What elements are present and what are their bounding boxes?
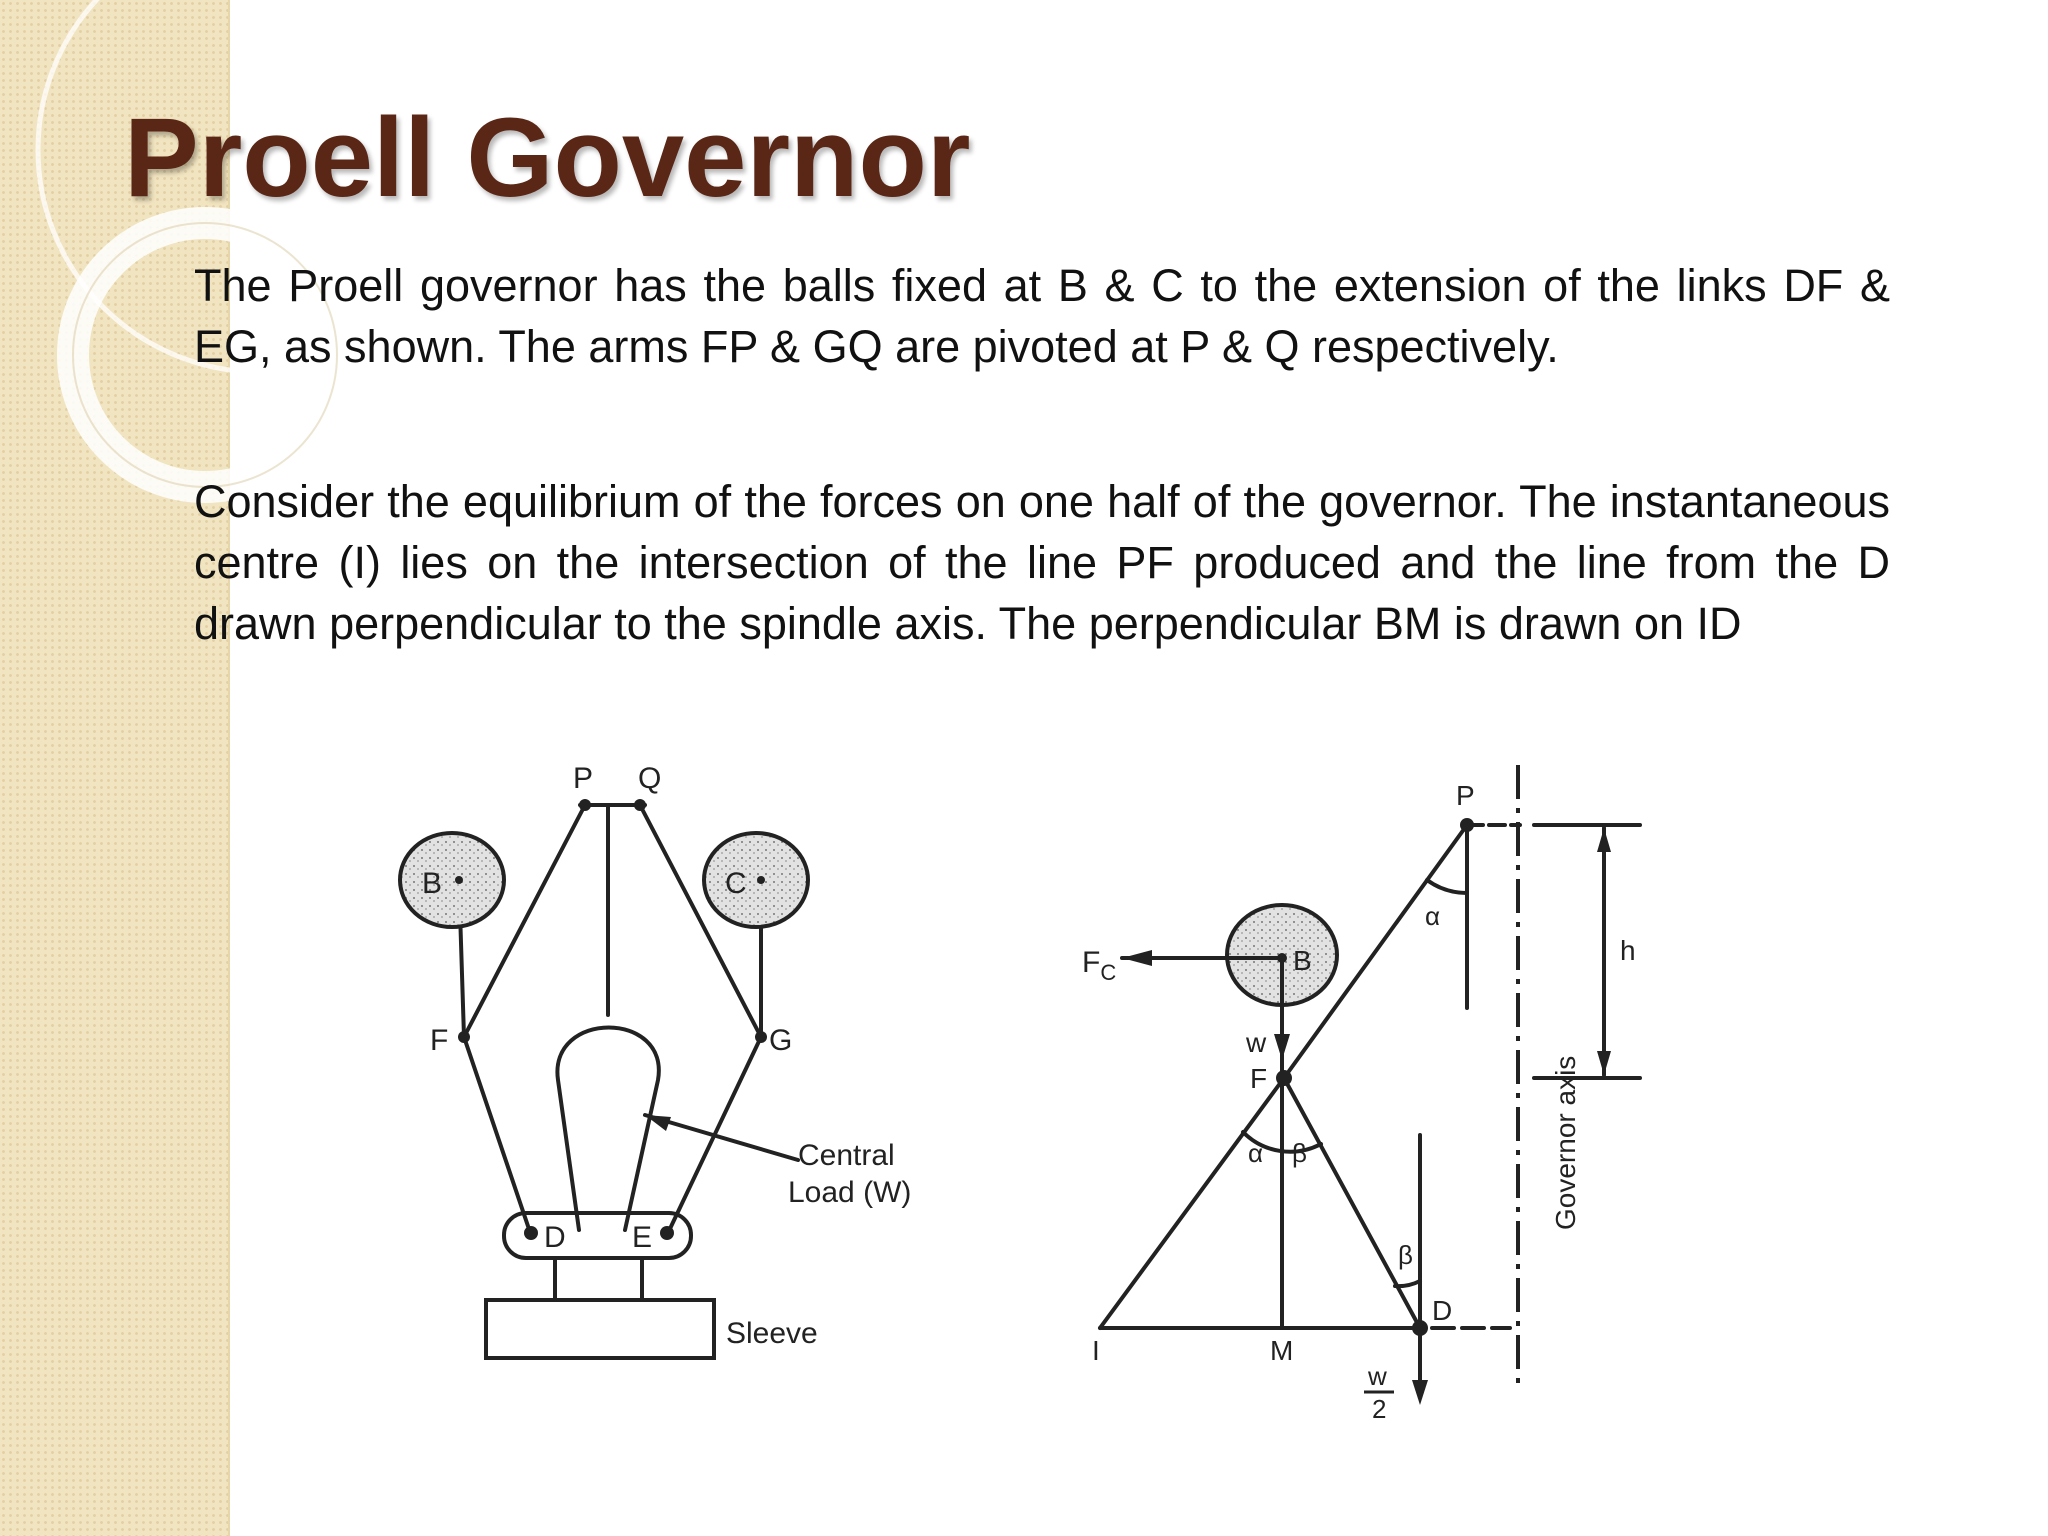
label-D-right: D	[1432, 1295, 1453, 1326]
label-beta-D: β	[1398, 1240, 1413, 1270]
label-M: M	[1270, 1335, 1294, 1366]
label-alpha-F: α	[1248, 1138, 1264, 1168]
label-P: P	[573, 762, 594, 795]
label-w-ball: w	[1246, 1027, 1267, 1058]
label-P-right: P	[1456, 780, 1475, 811]
label-beta-F: β	[1292, 1138, 1307, 1168]
label-sleeve: Sleeve	[726, 1317, 818, 1350]
label-governor-axis: Governor axis	[1550, 1055, 1581, 1230]
label-w-half-den: 2	[1372, 1394, 1387, 1424]
label-F-right: F	[1250, 1063, 1268, 1094]
proell-governor-diagram	[380, 760, 1020, 1400]
label-I: I	[1092, 1335, 1100, 1366]
label-central: Central	[798, 1139, 895, 1172]
paragraph-description: The Proell governor has the balls fixed at B & C to the extension of the links DF & EG, as shown. The arms FP & GQ are pivoted at P & Q respectively.	[194, 260, 1890, 372]
label-Q: Q	[638, 762, 662, 795]
label-F: F	[430, 1024, 449, 1057]
label-h: h	[1620, 935, 1636, 966]
label-C: C	[725, 867, 747, 900]
label-E: E	[632, 1221, 653, 1254]
label-load-w: Load (W)	[788, 1176, 912, 1209]
label-B: B	[422, 867, 443, 900]
label-B-right: B	[1293, 945, 1312, 976]
slide-title: Proell Governor	[124, 95, 971, 220]
force-equilibrium-diagram	[1060, 760, 1700, 1460]
label-G: G	[769, 1024, 793, 1057]
label-w-half-num: w	[1368, 1361, 1387, 1391]
paragraph-equilibrium: Consider the equilibrium of the forces on one half of the governor. The instantaneous centre (I) lies on the intersection of the line PF produced and the line from the D drawn perpendicular to the spindle axis. The perpendicular BM is drawn on ID	[194, 476, 1890, 649]
decorative-sidebar	[0, 0, 230, 1536]
label-alpha-top: α	[1425, 901, 1441, 931]
label-D: D	[544, 1221, 566, 1254]
label-Fc: $F_C$	[1082, 946, 1117, 985]
